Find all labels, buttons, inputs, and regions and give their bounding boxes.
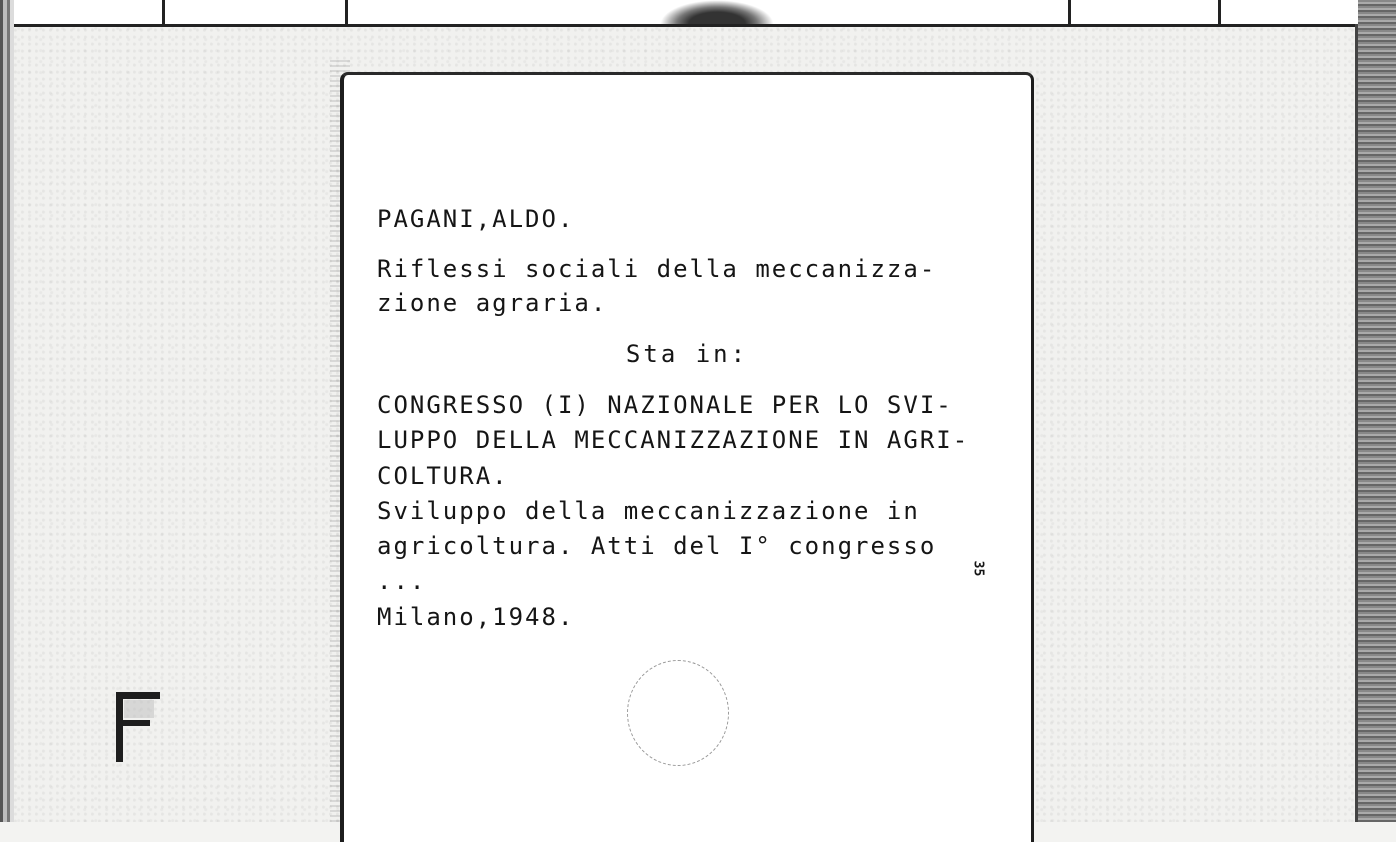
card-author: PAGANI,ALDO.	[377, 205, 575, 233]
punch-hole	[627, 660, 729, 766]
frame-notch	[1218, 0, 1221, 24]
card-source-line-1: CONGRESSO (I) NAZIONALE PER LO SVI-	[377, 391, 953, 419]
card-imprint: Milano,1948.	[377, 603, 575, 631]
card-source-line-3: COLTURA.	[377, 462, 509, 490]
top-frame-strip	[0, 0, 1396, 27]
frame-notch	[1068, 0, 1071, 24]
frame-notch	[162, 0, 165, 24]
frame-notch	[345, 0, 348, 24]
left-frame-edge	[0, 0, 14, 822]
margin-letter-f	[114, 690, 164, 764]
right-frame-edge	[1358, 0, 1396, 822]
card-source-line-6: ...	[377, 567, 427, 595]
top-hole-shadow	[660, 0, 774, 24]
card-side-mark	[970, 562, 986, 575]
card-source-line-2: LUPPO DELLA MECCANIZZAZIONE IN AGRI-	[377, 426, 970, 454]
card-title-line-2: zione agraria.	[377, 289, 608, 317]
card-sta-in: Sta in:	[625, 340, 749, 368]
card-source-line-4: Sviluppo della meccanizzazione in	[377, 497, 920, 525]
card-title-line-1: Riflessi sociali della meccanizza-	[377, 255, 937, 283]
card-source-line-5: agricoltura. Atti del I° congresso	[377, 532, 937, 560]
side-mark-text: 35	[970, 560, 986, 577]
